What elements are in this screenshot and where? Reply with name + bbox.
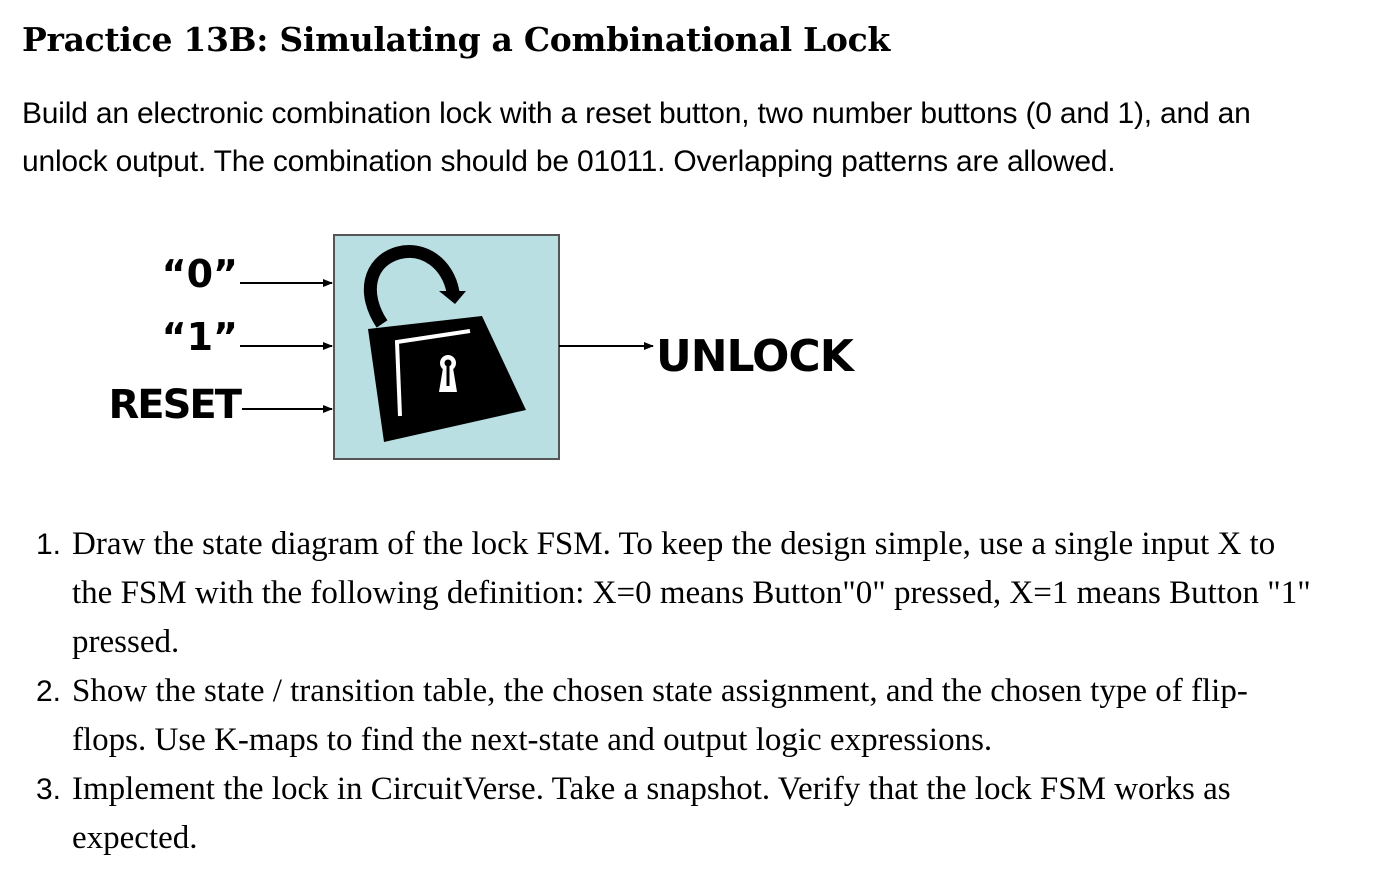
intro-line: unlock output. The combination should be 01011. Overlapping patterns are allowed. <box>22 145 1116 178</box>
task-item <box>36 667 1371 765</box>
lock-diagram-svg <box>70 222 870 472</box>
intro-paragraph <box>22 90 1367 186</box>
input-label-reset: RESET <box>108 382 240 428</box>
task-number: 1. <box>36 528 62 561</box>
task-text-line: flops. Use K-maps to find the next-state and output logic expressions. <box>72 722 993 758</box>
task-list <box>36 520 1371 863</box>
task-item <box>36 765 1371 863</box>
input-label-zero: “0” <box>161 252 238 296</box>
lock-block-diagram <box>70 222 870 472</box>
task-text-line: Show the state / transition table, the chosen state assignment, and the chosen type of flip- <box>72 673 1248 709</box>
task-number: 2. <box>36 675 62 708</box>
output-label-unlock: UNLOCK <box>656 331 853 382</box>
intro-line: Build an electronic combination lock with a reset button, two number buttons (0 and 1), and an <box>22 97 1251 130</box>
task-number: 3. <box>36 773 62 806</box>
task-text-line: expected. <box>72 820 198 856</box>
task-text-line: pressed. <box>72 624 180 660</box>
task-text-line: Draw the state diagram of the lock FSM. To keep the design simple, use a single input X to <box>72 526 1276 562</box>
task-item <box>36 520 1371 667</box>
page-title: Practice 13B: Simulating a Combinational Lock <box>22 20 890 59</box>
task-text-line: the FSM with the following definition: X=0 means Button"0" pressed, X=1 means Button "1" <box>72 575 1311 611</box>
task-text-line: Implement the lock in CircuitVerse. Take a snapshot. Verify that the lock FSM works as <box>72 771 1231 807</box>
input-label-one: “1” <box>161 315 238 359</box>
